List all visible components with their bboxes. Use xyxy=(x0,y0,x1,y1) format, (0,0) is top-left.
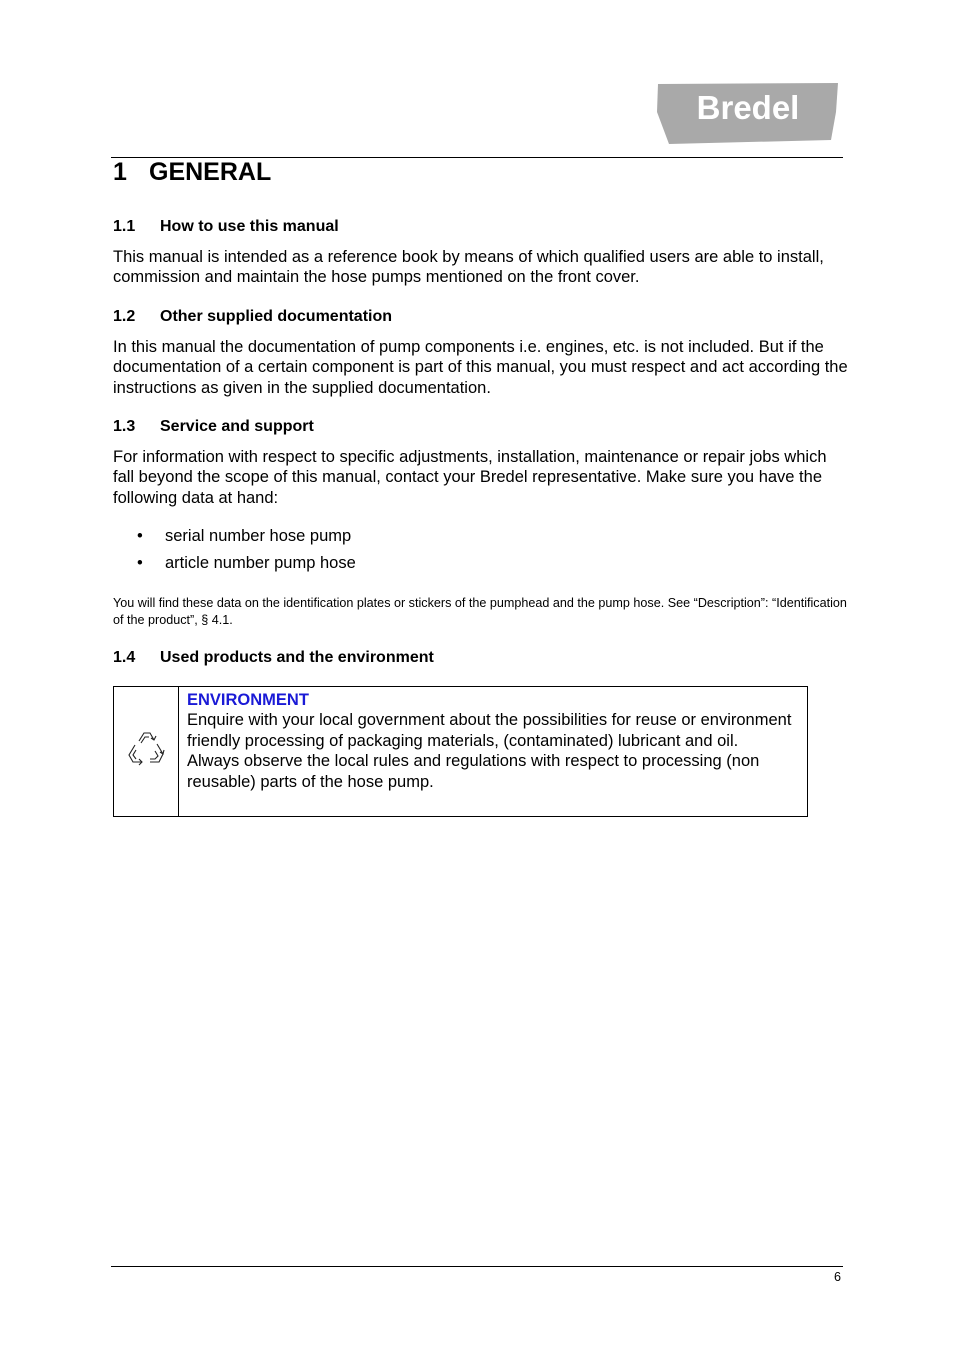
section-number: 1.4 xyxy=(113,649,136,666)
chapter-heading xyxy=(113,158,271,187)
identification-note: You will find these data on the identification plates or stickers of the pumphead and the pump hose. See “Description”: “Identification of the product”, § 4.1. xyxy=(113,596,847,627)
list-item xyxy=(113,527,356,554)
section-text-1-1: This manual is intended as a reference book by means of which qualified users are able to install, commission and maintain the hose pumps mentioned on the front cover. xyxy=(113,248,824,287)
section-heading-1-1 xyxy=(113,218,339,236)
section-text-1-2: In this manual the documentation of pump components i.e. engines, etc. is not included. But if the documentation of a certain component is part of this manual, you must respect and act according the instructions as given in the supplied documentation. xyxy=(113,338,848,397)
list-item xyxy=(113,554,356,581)
bredel-logo xyxy=(655,82,840,146)
section-number: 1.2 xyxy=(113,308,136,325)
environment-notice xyxy=(113,686,808,817)
section-title: Service and support xyxy=(160,418,314,435)
page-number: 6 xyxy=(833,1270,841,1284)
footer-rule xyxy=(111,1266,843,1267)
section-title: How to use this manual xyxy=(160,218,339,235)
required-data-list xyxy=(113,527,356,581)
environment-text xyxy=(187,690,797,792)
bullet-icon: • xyxy=(137,554,143,572)
section-number: 1.1 xyxy=(113,218,136,235)
section-title: Other supplied documentation xyxy=(160,308,393,325)
section-number: 1.3 xyxy=(113,418,136,435)
environment-line-2: Always observe the local rules and regulations with respect to processing (non reusable) parts of the hose pump. xyxy=(187,752,760,791)
list-item-text: serial number hose pump xyxy=(165,527,352,545)
chapter-title: GENERAL xyxy=(149,158,272,186)
list-item-text: article number pump hose xyxy=(165,554,356,572)
recycle-icon xyxy=(126,729,166,767)
environment-title: ENVIRONMENT xyxy=(187,691,309,709)
section-heading-1-3 xyxy=(113,418,314,436)
environment-line-1: Enquire with your local government about the possibilities for reuse or environment friendly processing of packaging materials, (contaminated) lubricant and oil. xyxy=(187,711,792,750)
section-heading-1-4 xyxy=(113,649,434,667)
chapter-number: 1 xyxy=(113,158,127,186)
section-title: Used products and the environment xyxy=(160,649,434,666)
environment-icon-cell xyxy=(114,687,179,816)
bullet-icon: • xyxy=(137,527,143,545)
section-heading-1-2 xyxy=(113,308,392,326)
section-text-1-3: For information with respect to specific adjustments, installation, maintenance or repair jobs which fall beyond the scope of this manual, contact your Bredel representative. Make sure you have the following data at hand: xyxy=(113,448,827,507)
logo-text: Bredel xyxy=(696,89,800,126)
